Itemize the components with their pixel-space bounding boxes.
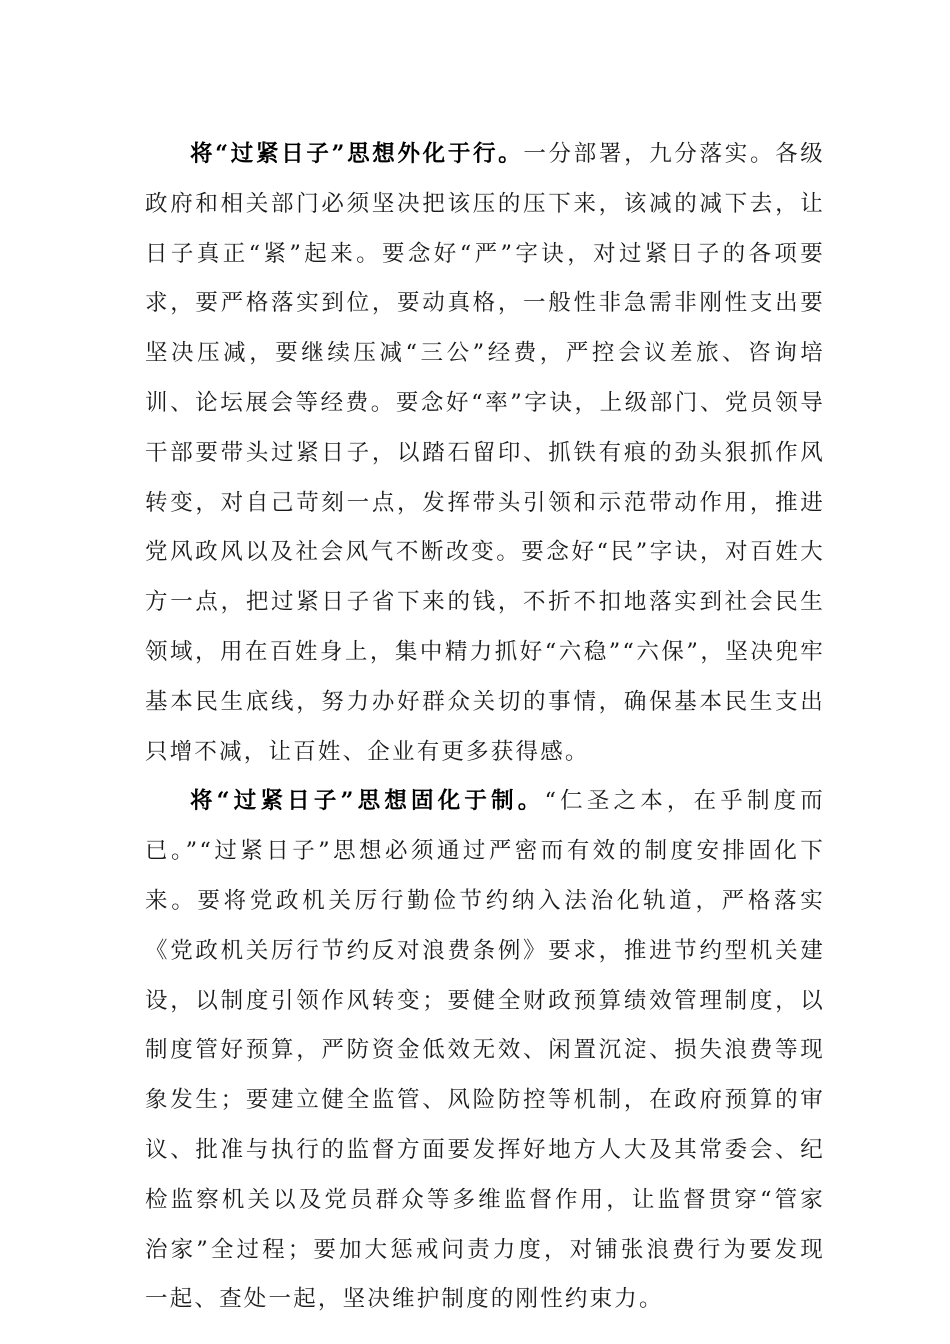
paragraph-2 (145, 777, 825, 1325)
paragraph-1 (145, 130, 825, 777)
paragraph-2-heading: 将“过紧日子”思想固化于制。 (190, 788, 545, 815)
paragraph-2-text: “仁圣之本，在乎制度而已。”“过紧日子”思想必须通过严密而有效的制度安排固化下来。要将党政机关厉行勤俭节约纳入法治化轨道，严格落实《党政机关厉行节约反对浪费条例》要求，推进节约型机关建设，以制度引领作风转变；要健全财政预算绩效管理制度，以制度管好预算，严防资金低效无效、闲置沉淀、损失浪费等现象发生；要建立健全监管、风险防控等机制，在政府预算的审议、批准与执行的监督方面要发挥好地方人大及其常委会、纪检监察机关以及党员群众等多维监督作用，让监督贯穿“管家治家”全过程；要加大惩戒问责力度，对铺张浪费行为要发现一起、查处一起，坚决维护制度的刚性约束力。 (145, 788, 826, 1313)
paragraph-1-heading: 将“过紧日子”思想外化于行。 (190, 141, 524, 167)
document-body (145, 130, 825, 1325)
paragraph-1-text: 一分部署，九分落实。各级政府和相关部门必须坚决把该压的压下来，该减的减下去，让日子真正“紧”起来。要念好“严”字诀，对过紧日子的各项要求，要严格落实到位，要动真格，一般性非急需非刚性支出要坚决压减，要继续压减“三公”经费，严控会议差旅、咨询培训、论坛展会等经费。要念好“率”字诀，上级部门、党员领导干部要带头过紧日子，以踏石留印、抓铁有痕的劲头狠抓作风转变，对自己苛刻一点，发挥带头引领和示范带动作用，推进党风政风以及社会风气不断改变。要念好“民”字诀，对百姓大方一点，把过紧日子省下来的钱，不折不扣地落实到社会民生领域，用在百姓身上，集中精力抓好“六稳”“六保”，坚决兜牢基本民生底线，努力办好群众关切的事情，确保基本民生支出只增不减，让百姓、企业有更多获得感。 (145, 141, 825, 765)
